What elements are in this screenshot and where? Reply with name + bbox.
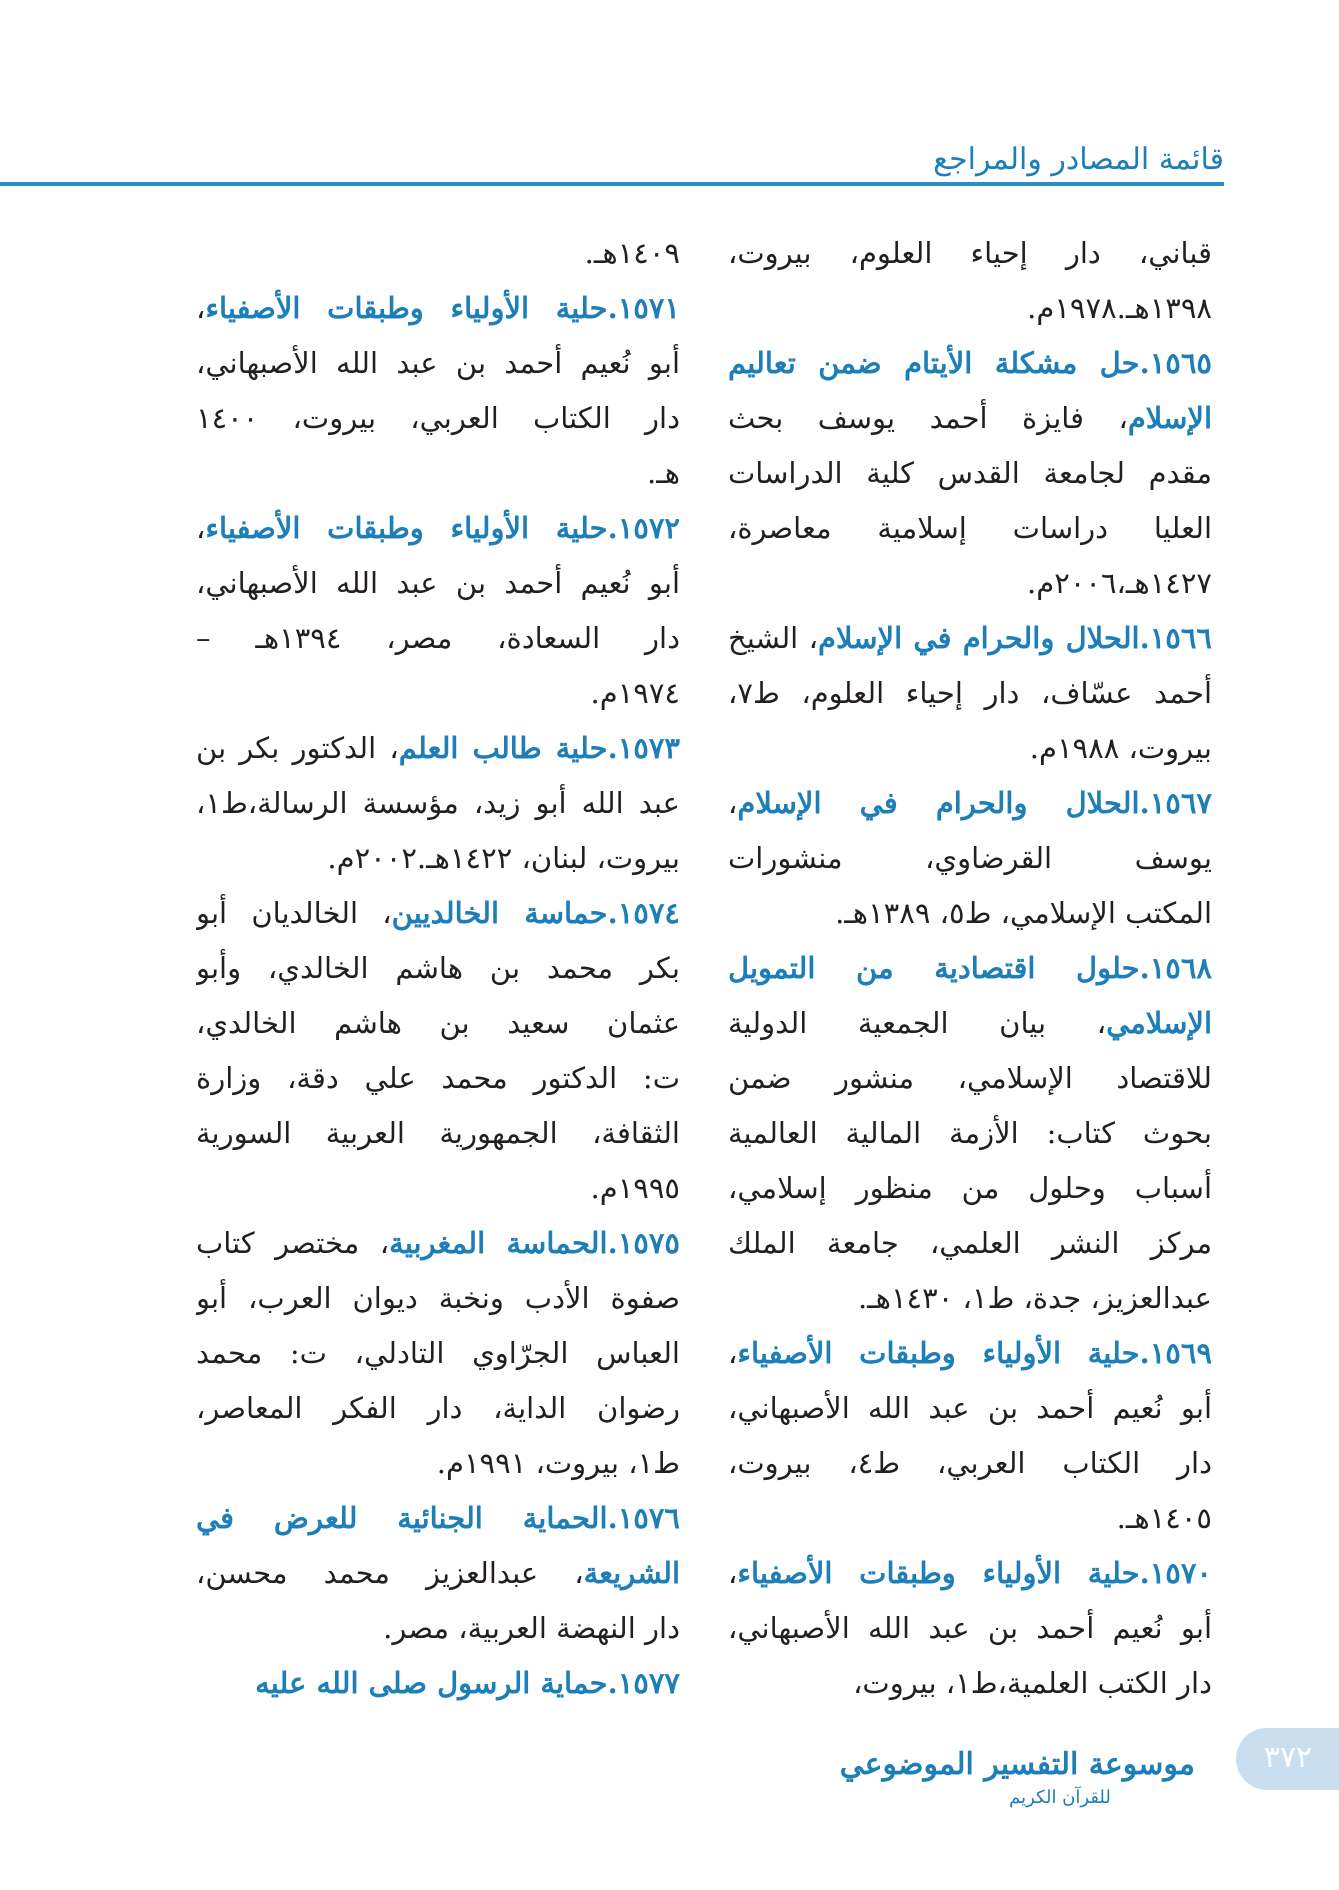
text-line xyxy=(196,226,680,281)
entry-title: حلية الأولياء وطبقات الأصفياء xyxy=(737,1556,1140,1590)
entry-text: دار الكتاب العربي، ط٤، بيروت، xyxy=(728,1446,1212,1480)
entry-text: يوسف القرضاوي، منشورات xyxy=(728,841,1212,875)
entry-text: ، الدكتور بكر بن xyxy=(196,731,399,765)
text-line xyxy=(728,941,1212,996)
text-line xyxy=(728,886,1212,941)
text-line xyxy=(196,666,680,721)
text-line xyxy=(196,1051,680,1106)
entry-text: أبو نُعيم أحمد بن عبد الله الأصبهاني، xyxy=(196,566,680,600)
entry-number: ١٥٧٢. xyxy=(607,511,680,545)
entry-number: ١٥٧٦. xyxy=(607,1501,680,1535)
text-line xyxy=(196,1546,680,1601)
logo-subtitle: للقرآن الكريم xyxy=(1009,1787,1111,1808)
text-line xyxy=(196,281,680,336)
text-line xyxy=(728,1051,1212,1106)
text-line xyxy=(196,446,680,501)
entry-title: حلية الأولياء وطبقات الأصفياء xyxy=(205,511,608,545)
text-line xyxy=(196,336,680,391)
entry-text: ، الخالديان أبو xyxy=(196,896,392,930)
text-line xyxy=(196,831,680,886)
text-line xyxy=(728,281,1212,336)
text-line xyxy=(196,1601,680,1656)
entry-text: ، xyxy=(728,1336,738,1370)
entry-text: عبدالعزيز، جدة، ط١، ١٤٣٠هـ. xyxy=(857,1281,1212,1315)
text-line xyxy=(728,1106,1212,1161)
entry-text: ، xyxy=(196,291,206,325)
text-line xyxy=(728,1491,1212,1546)
text-line xyxy=(196,556,680,611)
text-line xyxy=(728,1216,1212,1271)
entry-text: المكتب الإسلامي، ط٥، ١٣٨٩هـ. xyxy=(835,896,1212,930)
entry-text: أبو نُعيم أحمد بن عبد الله الأصبهاني، xyxy=(728,1391,1212,1425)
entry-text: دار الكتب العلمية،ط١، بيروت، xyxy=(853,1666,1212,1700)
entry-text: ، بيان الجمعية الدولية xyxy=(728,1006,1107,1040)
entry-title: حلول اقتصادية من التمويل xyxy=(728,951,1140,985)
entry-text: دار السعادة، مصر، ١٣٩٤هـ – xyxy=(196,621,680,655)
entry-text: بيروت، لبنان، ١٤٢٢هـ.٢٠٠٢م. xyxy=(327,841,680,875)
entry-text: دار الكتاب العربي، بيروت، ١٤٠٠ xyxy=(196,401,680,435)
entry-text: هـ. xyxy=(646,456,680,490)
entry-text: عثمان سعيد بن هاشم الخالدي، xyxy=(196,1006,680,1040)
entry-title: الحلال والحرام في الإسلام xyxy=(737,786,1140,820)
entry-text: ١٩٩٥م. xyxy=(590,1171,680,1205)
entry-text: دار النهضة العربية، مصر. xyxy=(383,1611,680,1645)
text-line xyxy=(196,996,680,1051)
text-line xyxy=(728,611,1212,666)
entry-text: ط١، بيروت، ١٩٩١م. xyxy=(436,1446,680,1480)
text-line xyxy=(728,721,1212,776)
text-line xyxy=(196,1216,680,1271)
entry-number: ١٥٧٠. xyxy=(1139,1556,1212,1590)
entry-text: ١٣٩٨هـ.١٩٧٨م. xyxy=(1027,291,1212,325)
entry-text: بيروت، ١٩٨٨م. xyxy=(1029,731,1212,765)
entry-text: ، مختصر كتاب xyxy=(196,1226,390,1260)
page-number: ٣٧٢ xyxy=(1263,1740,1313,1775)
entry-text: بكر محمد بن هاشم الخالدي، وأبو xyxy=(196,951,680,985)
text-line xyxy=(728,501,1212,556)
text-line xyxy=(728,1271,1212,1326)
text-line xyxy=(196,391,680,446)
entry-text: ، xyxy=(728,1556,738,1590)
entry-text: مركز النشر العلمي، جامعة الملك xyxy=(728,1226,1212,1260)
entry-text: أسباب وحلول من منظور إسلامي، xyxy=(728,1171,1212,1205)
text-line xyxy=(728,556,1212,611)
text-line xyxy=(728,446,1212,501)
entry-text: للاقتصاد الإسلامي، منشور ضمن xyxy=(728,1061,1212,1095)
entry-text: أبو نُعيم أحمد بن عبد الله الأصبهاني، xyxy=(196,346,680,380)
entry-text: ١٩٧٤م. xyxy=(590,676,680,710)
text-line xyxy=(196,941,680,996)
entry-text: أبو نُعيم أحمد بن عبد الله الأصبهاني، xyxy=(728,1611,1212,1645)
text-line xyxy=(196,1436,680,1491)
entry-title: الإسلام xyxy=(1127,401,1212,435)
entry-text: قباني، دار إحياء العلوم، بيروت، xyxy=(728,236,1212,270)
entry-text: ١٤٠٥هـ. xyxy=(1116,1501,1212,1535)
right-column xyxy=(728,226,1212,1711)
text-line xyxy=(196,1381,680,1436)
entry-text: ، فايزة أحمد يوسف بحث xyxy=(728,401,1128,435)
text-line xyxy=(196,886,680,941)
text-line xyxy=(196,611,680,666)
text-line xyxy=(196,1271,680,1326)
text-line xyxy=(196,721,680,776)
text-line xyxy=(728,1326,1212,1381)
text-line xyxy=(728,831,1212,886)
entry-title: الحماية الجنائية للعرض في xyxy=(196,1501,608,1535)
entry-text: أحمد عسّاف، دار إحياء العلوم، ط٧، xyxy=(728,676,1212,710)
entry-title: الحماسة المغربية xyxy=(389,1226,608,1260)
text-line xyxy=(196,1326,680,1381)
encyclopedia-logo xyxy=(839,1744,1195,1830)
text-line xyxy=(728,1381,1212,1436)
logo-title: موسوعة التفسير الموضوعي xyxy=(839,1747,1195,1782)
entry-text: ، xyxy=(196,511,206,545)
text-line xyxy=(728,1546,1212,1601)
entry-title: الحلال والحرام في الإسلام xyxy=(817,621,1140,655)
entry-number: ١٥٦٧. xyxy=(1139,786,1212,820)
entry-text: عبد الله أبو زيد، مؤسسة الرسالة،ط١، xyxy=(196,786,680,820)
text-line xyxy=(728,226,1212,281)
entry-text: ١٤٠٩هـ. xyxy=(584,236,680,270)
entry-text: الثقافة، الجمهورية العربية السورية xyxy=(196,1116,680,1150)
entry-title: الإسلامي xyxy=(1106,1006,1212,1040)
text-line xyxy=(196,501,680,556)
entry-text: مقدم لجامعة القدس كلية الدراسات xyxy=(728,456,1212,490)
entry-text: صفوة الأدب ونخبة ديوان العرب، أبو xyxy=(196,1281,680,1315)
text-line xyxy=(196,776,680,831)
text-line xyxy=(728,1161,1212,1216)
entry-title: حلية الأولياء وطبقات الأصفياء xyxy=(737,1336,1140,1370)
text-line xyxy=(728,391,1212,446)
entry-number: ١٥٧٣. xyxy=(607,731,680,765)
entry-title: حماية الرسول صلى الله عليه xyxy=(255,1666,608,1700)
entry-text: بحوث كتاب: الأزمة المالية العالمية xyxy=(728,1116,1212,1150)
text-line xyxy=(728,1656,1212,1711)
text-line xyxy=(728,776,1212,831)
entry-number: ١٥٧٧. xyxy=(607,1666,680,1700)
entry-number: ١٥٦٨. xyxy=(1139,951,1212,985)
entry-title: حلية طالب العلم xyxy=(398,731,608,765)
entry-text: ، xyxy=(728,786,738,820)
entry-text: رضوان الداية، دار الفكر المعاصر، xyxy=(196,1391,680,1425)
header-rule xyxy=(0,182,1224,186)
entry-text: العليا دراسات إسلامية معاصرة، xyxy=(728,511,1212,545)
text-line xyxy=(728,1601,1212,1656)
entry-title: حماسة الخالديين xyxy=(391,896,608,930)
entry-text: ١٤٢٧هـ،٢٠٠٦م. xyxy=(1027,566,1212,600)
entry-number: ١٥٦٥. xyxy=(1139,346,1212,380)
left-column xyxy=(196,226,680,1711)
entry-number: ١٥٦٩. xyxy=(1139,1336,1212,1370)
text-line xyxy=(196,1491,680,1546)
entry-text: ، عبدالعزيز محمد محسن، xyxy=(196,1556,584,1590)
entry-title: الشريعة xyxy=(583,1556,680,1590)
text-line xyxy=(728,336,1212,391)
entry-text: العباس الجرّاوي التادلي، ت: محمد xyxy=(196,1336,680,1370)
text-line xyxy=(196,1656,680,1711)
text-line xyxy=(196,1106,680,1161)
text-line xyxy=(728,1436,1212,1491)
text-line xyxy=(728,666,1212,721)
entry-number: ١٥٧٤. xyxy=(607,896,680,930)
entry-number: ١٥٧١. xyxy=(607,291,680,325)
entry-text: ت: الدكتور محمد علي دقة، وزارة xyxy=(196,1061,680,1095)
entry-text: ، الشيخ xyxy=(728,621,818,655)
entry-title: حل مشكلة الأيتام ضمن تعاليم xyxy=(728,346,1140,380)
text-line xyxy=(728,996,1212,1051)
entry-number: ١٥٦٦. xyxy=(1139,621,1212,655)
text-line xyxy=(196,1161,680,1216)
running-title: قائمة المصادر والمراجع xyxy=(933,142,1224,177)
entry-title: حلية الأولياء وطبقات الأصفياء xyxy=(205,291,608,325)
entry-number: ١٥٧٥. xyxy=(607,1226,680,1260)
